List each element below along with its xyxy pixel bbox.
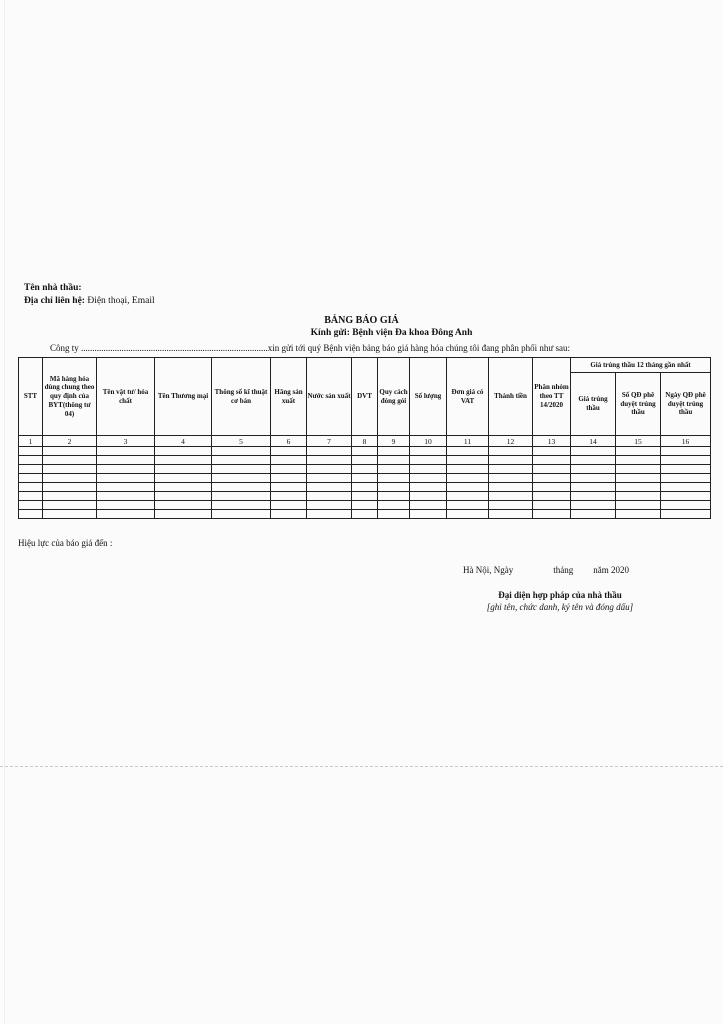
table-cell — [43, 474, 97, 483]
col-stt: STT — [19, 358, 43, 436]
table-cell — [271, 456, 307, 465]
table-cell — [533, 483, 571, 492]
table-row — [19, 474, 711, 483]
table-cell — [155, 483, 212, 492]
table-cell — [307, 510, 352, 519]
representative-note: [ghi tên, chức danh, ký tên và đóng dấu] — [486, 602, 634, 612]
table-cell — [489, 474, 533, 483]
table-cell — [307, 465, 352, 474]
table-cell — [447, 447, 489, 456]
col-so-qd: Số QĐ phê duyệt trúng thầu — [616, 373, 661, 436]
column-number-row — [19, 436, 711, 447]
table-cell — [352, 501, 378, 510]
table-cell — [352, 447, 378, 456]
table-cell — [212, 492, 271, 501]
col-ten-thuong-mai: Tên Thương mại — [155, 358, 212, 436]
table-cell — [489, 492, 533, 501]
table-row — [19, 510, 711, 519]
table-cell — [352, 456, 378, 465]
table-cell — [19, 447, 43, 456]
table-row — [19, 483, 711, 492]
table-cell — [410, 465, 447, 474]
table-cell — [43, 447, 97, 456]
table-cell — [378, 465, 410, 474]
table-cell — [212, 447, 271, 456]
table-cell — [378, 474, 410, 483]
table-cell — [410, 510, 447, 519]
table-cell — [155, 501, 212, 510]
table-cell — [19, 492, 43, 501]
col-nuoc-san-xuat: Nước sản xuất — [307, 358, 352, 436]
table-cell — [307, 447, 352, 456]
col-gia-trung-thau: Giá trúng thầu — [571, 373, 616, 436]
col-number: 6 — [271, 436, 307, 447]
table-cell — [447, 492, 489, 501]
address-label: Địa chỉ liên hệ: — [24, 296, 85, 306]
table-cell — [19, 510, 43, 519]
table-cell — [533, 510, 571, 519]
table-cell — [489, 483, 533, 492]
table-cell — [212, 501, 271, 510]
address-value: Điện thoại, Email — [84, 296, 155, 306]
table-cell — [571, 501, 616, 510]
table-cell — [616, 501, 661, 510]
table-cell — [378, 456, 410, 465]
table-cell — [212, 510, 271, 519]
table-cell — [307, 492, 352, 501]
table-cell — [571, 483, 616, 492]
table-cell — [661, 465, 711, 474]
scan-edge — [4, 0, 5, 1024]
table-cell — [43, 465, 97, 474]
table-cell — [97, 456, 155, 465]
col-ten-vat-tu: Tên vật tư/ hóa chất — [97, 358, 155, 436]
table-cell — [489, 465, 533, 474]
table-cell — [489, 501, 533, 510]
table-cell — [352, 492, 378, 501]
col-group-gia-trung-thau: Giá trúng thầu 12 tháng gần nhất — [571, 358, 711, 373]
col-number: 10 — [410, 436, 447, 447]
header-row — [19, 358, 711, 373]
company-line: Công ty ...................................................................................xin gửi tới quý Bệnh viện bảng báo giá hàng hóa chúng tôi đang phân phối như sau: — [50, 343, 570, 353]
table-cell — [661, 483, 711, 492]
table-cell — [489, 447, 533, 456]
table-cell — [97, 474, 155, 483]
table-cell — [97, 492, 155, 501]
table-cell — [307, 474, 352, 483]
col-don-gia: Đơn giá có VAT — [447, 358, 489, 436]
col-number: 3 — [97, 436, 155, 447]
address-line — [24, 296, 155, 306]
date-place: Hà Nội, Ngày — [463, 565, 514, 575]
table-row — [19, 456, 711, 465]
table-cell — [571, 474, 616, 483]
table-cell — [661, 456, 711, 465]
table-cell — [307, 483, 352, 492]
table-cell — [533, 465, 571, 474]
table-cell — [616, 465, 661, 474]
table-cell — [212, 483, 271, 492]
table-cell — [378, 510, 410, 519]
col-so-luong: Số lượng — [410, 358, 447, 436]
table-cell — [378, 447, 410, 456]
contractor-name-line — [24, 283, 82, 293]
table-cell — [661, 501, 711, 510]
col-number: 5 — [212, 436, 271, 447]
table-cell — [19, 456, 43, 465]
col-ma-hang-hoa: Mã hàng hóa dùng chung theo quy định của BYT(thông tư 04) — [43, 358, 97, 436]
col-number: 4 — [155, 436, 212, 447]
table-cell — [19, 465, 43, 474]
table-cell — [571, 492, 616, 501]
table-cell — [616, 510, 661, 519]
table-cell — [447, 501, 489, 510]
scan-artifact-line — [0, 766, 723, 767]
table-cell — [378, 483, 410, 492]
table-cell — [533, 456, 571, 465]
table-cell — [489, 456, 533, 465]
table-cell — [533, 501, 571, 510]
table-cell — [661, 492, 711, 501]
col-number: 15 — [616, 436, 661, 447]
table-cell — [155, 474, 212, 483]
table-cell — [97, 483, 155, 492]
col-number: 14 — [571, 436, 616, 447]
table-cell — [571, 465, 616, 474]
table-cell — [19, 474, 43, 483]
table-cell — [271, 474, 307, 483]
table-cell — [616, 492, 661, 501]
table-cell — [43, 483, 97, 492]
table-cell — [43, 456, 97, 465]
table-cell — [410, 501, 447, 510]
table-cell — [447, 483, 489, 492]
col-thanh-tien: Thành tiền — [489, 358, 533, 436]
table-cell — [19, 483, 43, 492]
table-cell — [155, 465, 212, 474]
table-cell — [271, 465, 307, 474]
table-cell — [43, 501, 97, 510]
table-cell — [533, 492, 571, 501]
table-cell — [97, 510, 155, 519]
table-cell — [271, 483, 307, 492]
col-number: 16 — [661, 436, 711, 447]
col-number: 12 — [489, 436, 533, 447]
table-cell — [352, 510, 378, 519]
table-cell — [447, 510, 489, 519]
table-cell — [616, 483, 661, 492]
table-cell — [212, 474, 271, 483]
table-cell — [155, 456, 212, 465]
table-cell — [307, 501, 352, 510]
table-cell — [307, 456, 352, 465]
col-number: 13 — [533, 436, 571, 447]
col-number: 7 — [307, 436, 352, 447]
table-cell — [489, 510, 533, 519]
table-cell — [661, 510, 711, 519]
table-cell — [616, 474, 661, 483]
table-cell — [571, 456, 616, 465]
table-cell — [661, 474, 711, 483]
table-cell — [410, 492, 447, 501]
table-cell — [19, 501, 43, 510]
table-cell — [378, 501, 410, 510]
col-thong-so: Thông số kĩ thuật cơ bản — [212, 358, 271, 436]
table-cell — [212, 465, 271, 474]
table-cell — [97, 447, 155, 456]
table-cell — [43, 510, 97, 519]
table-row — [19, 501, 711, 510]
date-line — [463, 565, 629, 575]
table-cell — [533, 474, 571, 483]
table-cell — [447, 465, 489, 474]
col-number: 1 — [19, 436, 43, 447]
col-number: 2 — [43, 436, 97, 447]
table-cell — [271, 447, 307, 456]
table-cell — [410, 456, 447, 465]
table-cell — [661, 447, 711, 456]
table-cell — [155, 492, 212, 501]
validity-line: Hiệu lực của báo giá đến : — [18, 538, 113, 548]
table-cell — [271, 501, 307, 510]
table-cell — [410, 447, 447, 456]
document-title: BẢNG BÁO GIÁ — [324, 315, 399, 326]
table-cell — [352, 483, 378, 492]
table-row — [19, 447, 711, 456]
recipient-line: Kính gửi: Bệnh viện Đa khoa Đông Anh — [310, 328, 473, 338]
date-month: tháng — [553, 565, 574, 575]
table-cell — [571, 447, 616, 456]
table-cell — [410, 474, 447, 483]
representative-title: Đại diện hợp pháp của nhà thầu — [498, 590, 622, 600]
col-ngay-qd: Ngày QĐ phê duyệt trúng thầu — [661, 373, 711, 436]
table-cell — [378, 492, 410, 501]
quotation-table — [18, 357, 711, 519]
table-cell — [352, 465, 378, 474]
table-cell — [155, 447, 212, 456]
table-cell — [533, 447, 571, 456]
table-cell — [212, 456, 271, 465]
col-number: 9 — [378, 436, 410, 447]
table-cell — [410, 483, 447, 492]
col-quy-cach: Quy cách đóng gói — [378, 358, 410, 436]
col-number: 8 — [352, 436, 378, 447]
table-cell — [271, 510, 307, 519]
contractor-label: Tên nhà thầu: — [24, 283, 82, 293]
table-cell — [43, 492, 97, 501]
table-row — [19, 492, 711, 501]
date-year: năm 2020 — [593, 565, 629, 575]
col-dvt: DVT — [352, 358, 378, 436]
table-cell — [616, 456, 661, 465]
table-cell — [155, 510, 212, 519]
table-cell — [97, 501, 155, 510]
table-cell — [616, 447, 661, 456]
table-cell — [271, 492, 307, 501]
table-cell — [447, 456, 489, 465]
table-cell — [352, 474, 378, 483]
col-number: 11 — [447, 436, 489, 447]
table-cell — [447, 474, 489, 483]
table-row — [19, 465, 711, 474]
empty-rows — [19, 447, 711, 519]
table-cell — [97, 465, 155, 474]
col-phan-nhom: Phân nhóm theo TT 14/2020 — [533, 358, 571, 436]
table-cell — [571, 510, 616, 519]
col-hang-san-xuat: Hãng sản xuất — [271, 358, 307, 436]
